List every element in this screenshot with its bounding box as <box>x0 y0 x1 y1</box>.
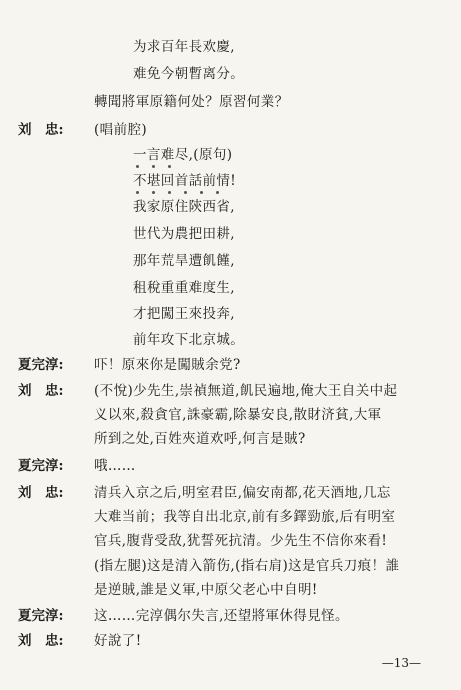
verse-line: 租稅重重难度生, <box>133 280 235 296</box>
verse-line: 前年攻下北京城。 <box>133 332 245 348</box>
emphasis-dot <box>168 191 171 194</box>
dialogue-line: 所到之处,百姓夾道欢呼,何言是賊? <box>94 431 306 447</box>
emphasis-dot <box>152 191 155 194</box>
verse-line: 才把闖王來投奔, <box>133 306 235 322</box>
dialogue-line: 哦…… <box>94 458 136 474</box>
dialogue-line: 义以來,殺貪官,誅豪霸,除暴安良,散財济貧,大軍 <box>94 407 382 423</box>
speaker-label: 刘 忠: <box>18 633 64 649</box>
dialogue-line: 吓！原來你是闖賊余党? <box>94 357 241 373</box>
emphasis-dot <box>136 191 139 194</box>
speaker-label: 夏完淳: <box>18 458 64 474</box>
verse-line: 一言难尽,(原句) <box>133 147 233 163</box>
verse-line: 为求百年長欢慶, <box>133 39 235 55</box>
speaker-label: 刘 忠: <box>18 383 64 399</box>
emphasis-dot <box>136 165 139 168</box>
stage-direction: (唱前腔) <box>94 122 148 138</box>
dialogue-line: 是逆賊,誰是义軍,中原父老心中自明! <box>94 582 318 598</box>
emphasis-dot <box>168 165 171 168</box>
verse-line: 那年荒旱遭飢饉, <box>133 253 235 269</box>
verse-line: 难免今朝暫离分。 <box>133 66 245 82</box>
dialogue-line: (不悅)少先生,崇禎無道,飢民遍地,俺大王自关中起 <box>94 383 398 399</box>
speaker-label: 夏完淳: <box>18 608 64 624</box>
emphasis-dot <box>152 165 155 168</box>
page-number: —13— <box>381 656 421 670</box>
dialogue-line: 好說了! <box>94 633 142 649</box>
verse-line: 不堪回首話前情! <box>133 173 237 189</box>
emphasis-dot <box>184 191 187 194</box>
speaker-label: 夏完淳: <box>18 357 64 373</box>
dialogue-line: 官兵,腹背受敌,犹誓死抗清。少先生不信你來看! <box>94 533 388 549</box>
dialogue-line: 大难当前；我等自出北京,前有多鐸勁旅,后有明室 <box>94 509 396 525</box>
dialogue-line: 清兵入京之后,明室君臣,偏安南都,花天酒地,几忘 <box>94 485 391 501</box>
speaker-label: 刘 忠: <box>18 122 64 138</box>
emphasis-dot <box>200 191 203 194</box>
verse-line: 世代为農把田耕, <box>133 226 235 242</box>
dialogue-line: 轉聞將軍原籍何处？原習何業？ <box>94 94 289 110</box>
dialogue-line: (指左腿)这是清入箭伤,(指右肩)这是官兵刀痕！誰 <box>94 558 400 574</box>
verse-line: 我家原住陝西省, <box>133 199 235 215</box>
emphasis-dot <box>216 191 219 194</box>
speaker-label: 刘 忠: <box>18 485 64 501</box>
dialogue-line: 这……完淳偶尔失言,还望將軍休得見怪。 <box>94 608 349 624</box>
